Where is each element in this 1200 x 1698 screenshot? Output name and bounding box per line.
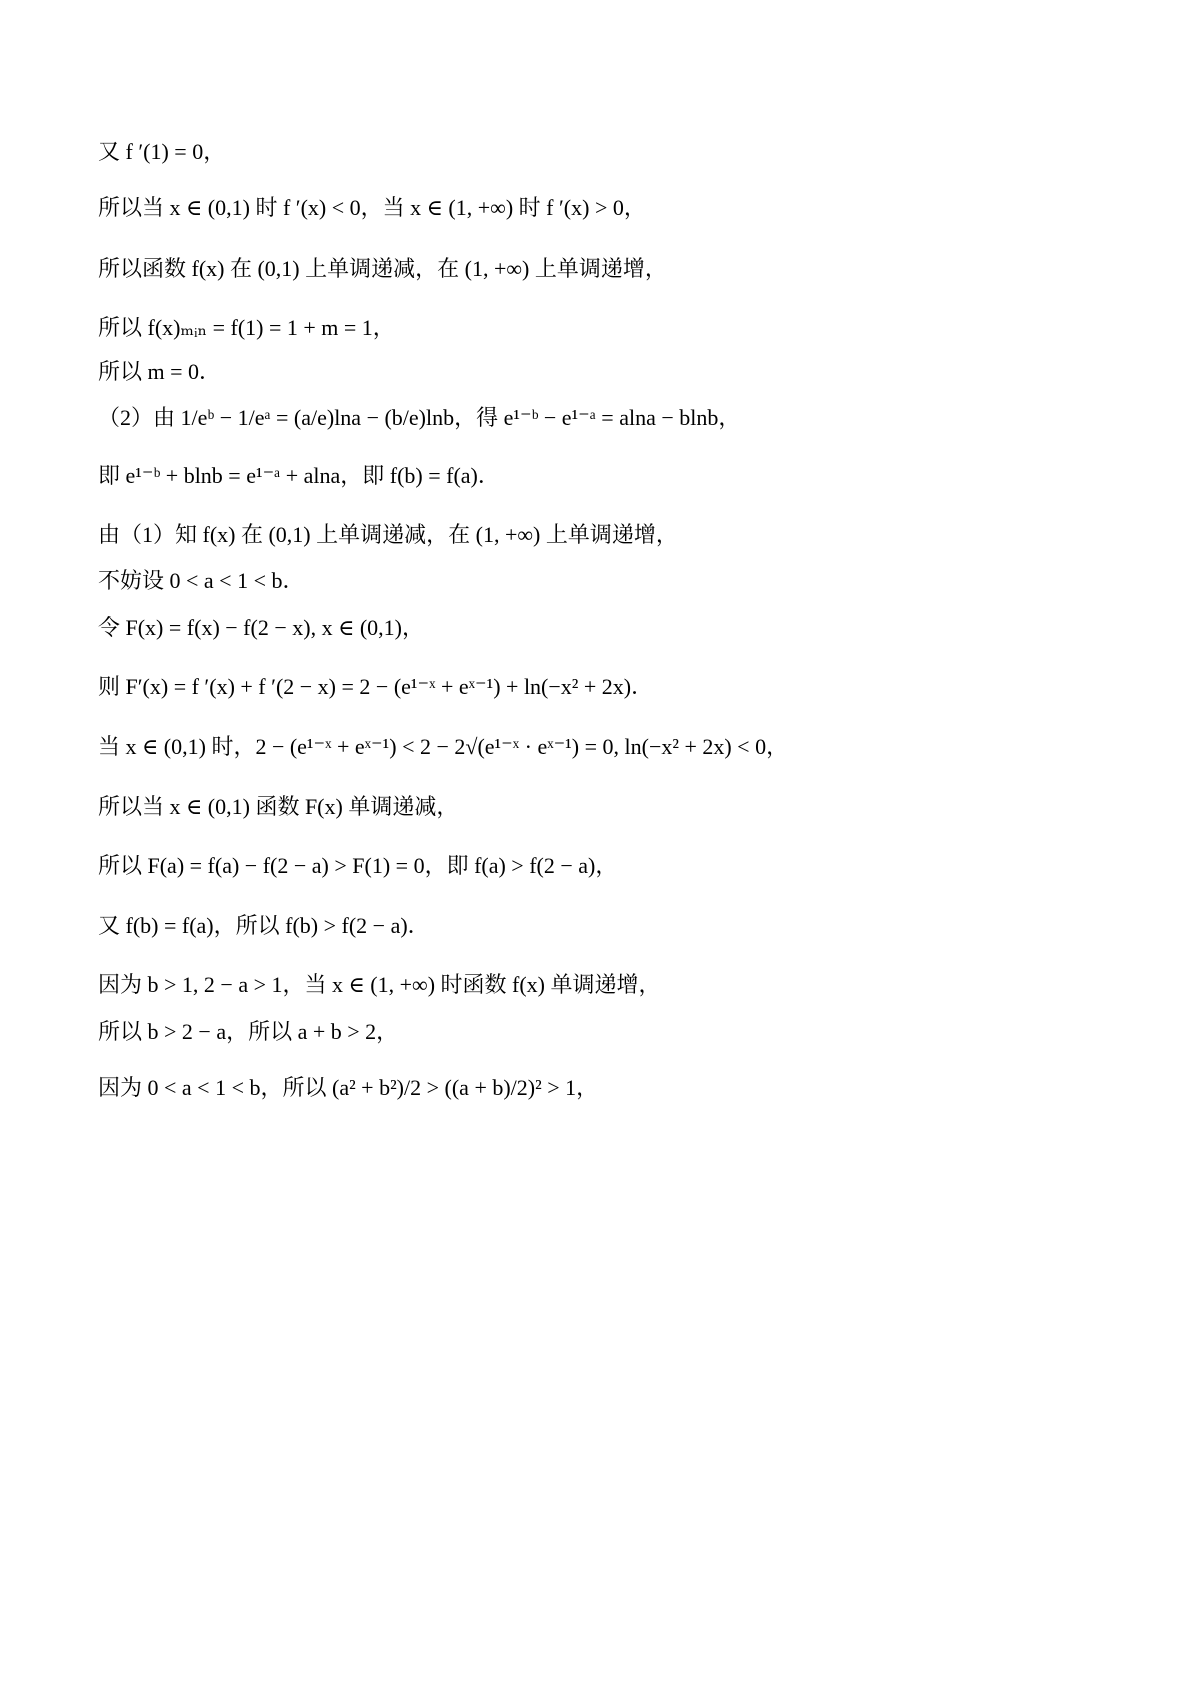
proof-line: 所以函数 f(x) 在 (0,1) 上单调递减，在 (1, +∞) 上单调递增，	[98, 256, 667, 281]
proof-line: 则 F′(x) = f ′(x) + f ′(2 − x) = 2 − (e¹⁻ˣ + eˣ⁻¹) + ln(−x² + 2x)．	[98, 674, 654, 699]
proof-line: 所以 m = 0．	[98, 359, 222, 384]
proof-line: 所以 b > 2 − a，所以 a + b > 2，	[98, 1019, 399, 1044]
proof-line: 所以 F(a) = f(a) − f(2 − a) > F(1) = 0，即 f(a) > f(2 − a)，	[98, 853, 618, 878]
proof-line: 又 f(b) = f(a)，所以 f(b) > f(2 − a)．	[98, 913, 430, 938]
proof-line: 又 f ′(1) = 0，	[98, 139, 226, 164]
proof-line: 因为 0 < a < 1 < b，所以 (a² + b²)/2 > ((a + b)/2)² > 1，	[98, 1075, 599, 1100]
proof-line: 当 x ∈ (0,1) 时，2 − (e¹⁻ˣ + eˣ⁻¹) < 2 − 2√(e¹⁻ˣ · eˣ⁻¹) = 0, ln(−x² + 2x) < 0，	[98, 734, 789, 759]
proof-line: 即 e¹⁻ᵇ + blnb = e¹⁻ᵃ + alna，即 f(b) = f(a)．	[98, 463, 500, 488]
proof-line: 所以当 x ∈ (0,1) 时 f ′(x) < 0，当 x ∈ (1, +∞) 时 f ′(x) > 0，	[98, 195, 646, 220]
proof-line: 由（1）知 f(x) 在 (0,1) 上单调递减，在 (1, +∞) 上单调递增，	[98, 522, 678, 547]
proof-line: 所以当 x ∈ (0,1) 函数 F(x) 单调递减，	[98, 794, 459, 819]
proof-line: 不妨设 0 < a < 1 < b．	[98, 568, 305, 593]
proof-line: 所以 f(x)ₘᵢₙ = f(1) = 1 + m = 1，	[98, 315, 395, 340]
proof-line: 因为 b > 1, 2 − a > 1，当 x ∈ (1, +∞) 时函数 f(x) 单调递增，	[98, 972, 661, 997]
proof-line: （2）由 1/eᵇ − 1/eᵃ = (a/e)lna − (b/e)lnb，得 e¹⁻ᵇ − e¹⁻ᵃ = alna − blnb，	[98, 405, 741, 430]
proof-line: 令 F(x) = f(x) − f(2 − x), x ∈ (0,1)，	[98, 615, 425, 640]
